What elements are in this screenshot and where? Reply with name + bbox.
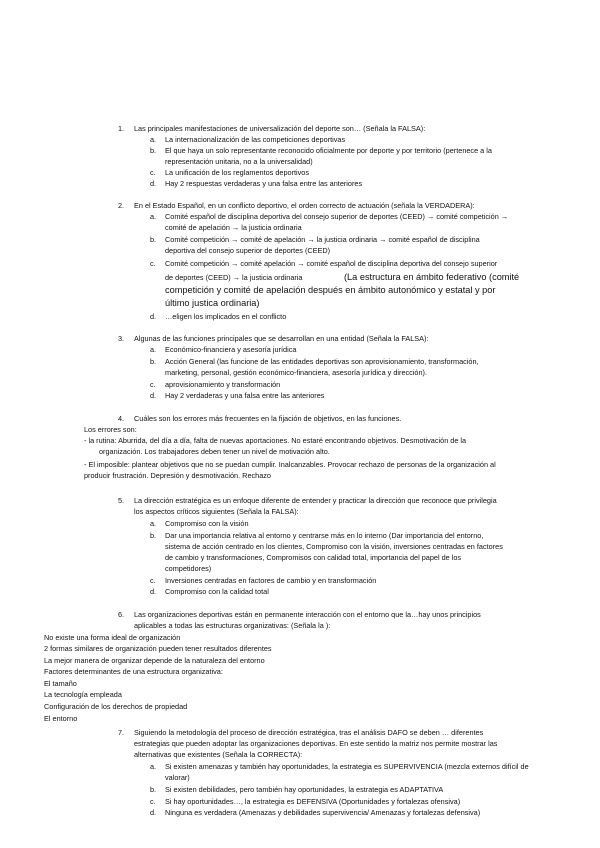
question-stem: aplicables a todas las estructuras organizativas: (Señala la ): [134,621,331,630]
option-text: El que haya un solo representante reconocido oficialmente por deporte y por territorio (pertenece a la [165,146,492,155]
answer-note: Los errores son: [84,425,137,434]
option-text: Hay 2 respuestas verdaderas y una falsa entre las anteriores [165,179,363,188]
answer-note: producir frustración. Depresión y desmotivación. Rechazo [84,471,271,480]
option-letter: c. [150,797,156,806]
question-stem: Algunas de las funciones principales que se desarrollan en una entidad (Señala la FALSA): [134,334,429,343]
answer-note: La mejor manera de organizar depende de la naturaleza del entorno [44,656,265,665]
option-letter: b. [150,531,157,540]
option-letter: b. [150,235,157,244]
option-text: Acción General (las funcione de las entidades deportivas son aprovisionamiento, transformación, [165,357,479,366]
option-text: La internacionalización de las competiciones deportivas [165,135,346,144]
option-letter: a. [150,762,157,771]
question-stem: En el Estado Español, en un conflicto deportivo, el orden correcto de actuación (señala la VERDADERA): [134,201,475,210]
question-number: 4. [118,414,125,423]
option-letter: b. [150,785,157,794]
question-number: 1. [118,124,125,133]
question-stem: Siguiendo la metodología del proceso de dirección estratégica, tras el análisis DAFO se deben … diferentes [134,728,484,737]
option-text: Comité competición → comité apelación → comité español de disciplina deportiva del consejo superior [165,259,498,268]
question-stem: La dirección estratégica es un enfoque diferente de entender y practicar la dirección que reconoce que privilegia [134,496,497,505]
question-number: 5. [118,496,125,505]
option-text: Si hay oportunidades…, la estrategia es DEFENSIVA (Oportunidades y fortalezas ofensiva) [165,797,461,806]
option-text: marketing, personal, gestión económico-financiera, asesoría jurídica y dirección). [165,368,428,377]
question-number: 2. [118,201,125,210]
option-letter: d. [150,179,157,188]
option-letter: c. [150,380,156,389]
option-text: Hay 2 verdaderas y una falsa entre las anteriores [165,391,325,400]
option-text: de cambio y transformaciones, Compromisos con calidad total, importancia del papel de los [165,553,462,562]
option-note: último justica ordinaria) [165,298,260,308]
question-stem: Las principales manifestaciones de universalización del deporte son… (Señala la FALSA): [134,124,426,133]
answer-note: La tecnología empleada [44,690,122,699]
answer-note: - la rutina: Aburrida, del día a día, falta de nuevas aportaciones. No estaré encontrando objetivos. Desmotivación de la [84,436,467,445]
question-stem: Las organizaciones deportivas están en permanente interacción con el entorno que la…hay unos principios [134,610,481,619]
answer-note: El entorno [44,714,78,723]
question-stem: los aspectos críticos siguientes (Señala la FALSA): [134,507,299,516]
answer-note: - El imposible: plantear objetivos que no se puedan cumplir. Inalcanzables. Provocar rechazo de personas de la organización al [84,460,496,469]
option-letter: b. [150,146,157,155]
option-text: comité de apelación → la justicia ordinaria [165,223,302,232]
option-letter: b. [150,357,157,366]
option-letter: a. [150,519,157,528]
option-letter: d. [150,312,157,321]
option-letter: a. [150,135,157,144]
option-text: deportiva del consejo superior de deportes (CEED) [165,246,331,255]
option-text: Si existen debilidades, pero también hay oportunidades, la estrategia es ADAPTATIVA [165,785,444,794]
answer-note: 2 formas similares de organización pueden tener resultados diferentes [44,644,272,653]
option-text: Comité competición → comité de apelación → la justicia ordinaria → comité español de disciplina [165,235,480,244]
option-text: Compromiso con la visión [165,519,249,528]
option-letter: c. [150,168,156,177]
answer-note: Configuración de los derechos de propiedad [44,702,188,711]
option-text: Inversiones centradas en factores de cambio y en transformación [165,576,377,585]
option-text: Dar una importancia relativa al entorno y centrarse más en lo interno (Dar importancia del entorno, [165,531,484,540]
option-text: Ninguna es verdadera (Amenazas y debilidades supervivencia/ Amenazas y fortalezas defensiva) [165,808,481,817]
option-note: (La estructura en ámbito federativo (comité [344,272,520,282]
answer-note: No existe una forma ideal de organización [44,633,181,642]
option-letter: a. [150,212,157,221]
option-text: Comité español de disciplina deportiva del consejo superior de deportes (CEED) → comité competición → [165,212,509,221]
option-letter: d. [150,391,157,400]
option-letter: c. [150,259,156,268]
option-letter: d. [150,808,157,817]
answer-note: Factores determinantes de una estructura organizativa: [44,667,223,676]
option-text: sistema de acción centrado en los clientes, Compromiso con la visión, inversiones centradas en factores [165,542,503,551]
option-text: La unificación de los reglamentos deportivos [165,168,309,177]
option-text: …eligen los implicados en el conflicto [165,312,287,321]
answer-note: organización. Los trabajadores deben tener un nivel de motivación alto. [99,447,330,456]
option-note: competición y comité de apelación después en ámbito autonómico y estatal y por [165,285,496,295]
option-text: Compromiso con la calidad total [165,587,269,596]
question-stem: estrategias que pueden adoptar las organizaciones deportivas. En este sentido la matriz nos permite mostrar las [134,739,498,748]
option-letter: c. [150,576,156,585]
option-text: representación unitaria, no a la universalidad) [165,157,313,166]
question-number: 7. [118,728,125,737]
option-text: valorar) [165,773,190,782]
option-text: competidores) [165,564,212,573]
question-number: 6. [118,610,125,619]
question-stem: alternativas que existentes (Señala la CORRECTA): [134,750,303,759]
question-stem: Cuáles son los errores más frecuentes en la fijación de objetivos, en las funciones. [134,414,402,423]
option-text: aprovisionamiento y transformación [165,380,281,389]
option-text: Si existen amenazas y también hay oportunidades, la estrategia es SUPERVIVENCIA (mezcla externos difícil de [165,762,529,771]
option-letter: a. [150,345,157,354]
answer-note: El tamaño [44,679,77,688]
option-text: Económico-financiera y asesoría jurídica [165,345,297,354]
option-letter: d. [150,587,157,596]
question-number: 3. [118,334,125,343]
option-text: de deportes (CEED) → la justicia ordinaria [165,273,303,282]
